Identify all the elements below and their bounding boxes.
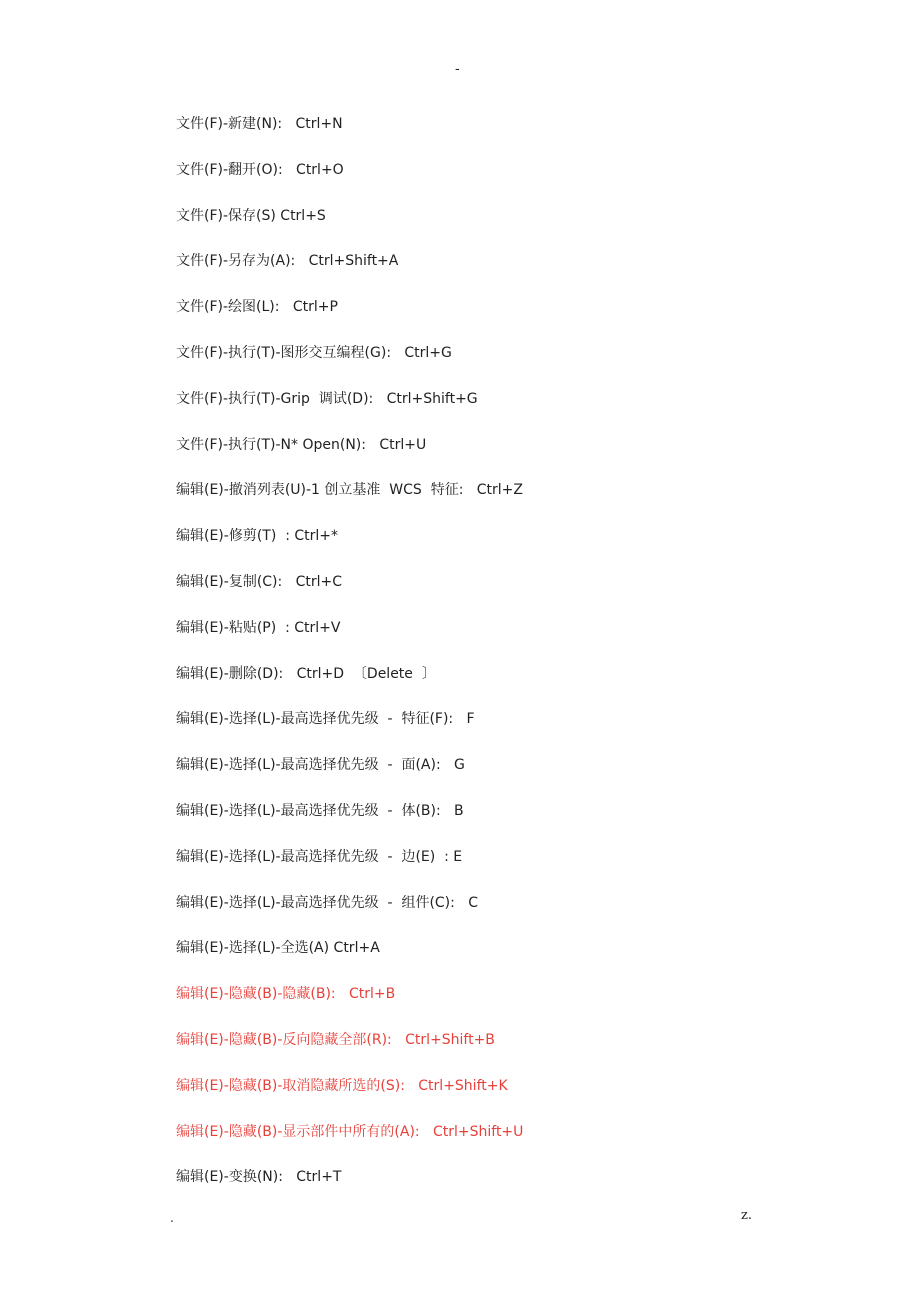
shortcut-item: 文件(F)-执行(T)-Grip 调试(D): Ctrl+Shift+G	[176, 390, 478, 407]
shortcut-item: 编辑(E)-粘贴(P) : Ctrl+V	[176, 619, 341, 636]
shortcut-item: 文件(F)-保存(S) Ctrl+S	[176, 207, 326, 224]
shortcut-item: 编辑(E)-选择(L)-最高选择优先级 - 体(B): B	[176, 802, 464, 819]
shortcut-item: 编辑(E)-复制(C): Ctrl+C	[176, 573, 343, 590]
footer-left-mark: .	[170, 1211, 174, 1225]
shortcut-item: 编辑(E)-隐藏(B)-反向隐藏全部(R): Ctrl+Shift+B	[176, 1031, 495, 1048]
shortcut-item: 编辑(E)-选择(L)-全选(A) Ctrl+A	[176, 940, 380, 957]
shortcut-list	[176, 113, 523, 1212]
shortcut-item: 编辑(E)-选择(L)-最高选择优先级 - 特征(F): F	[176, 711, 475, 728]
shortcut-item: 文件(F)-翻开(O): Ctrl+O	[176, 161, 344, 178]
shortcut-item: 文件(F)-另存为(A): Ctrl+Shift+A	[176, 253, 399, 270]
shortcut-item: 编辑(E)-隐藏(B)-隐藏(B): Ctrl+B	[176, 986, 396, 1003]
shortcut-item: 编辑(E)-撤消列表(U)-1 创立基准 WCS 特征: Ctrl+Z	[176, 482, 524, 499]
shortcut-item: 文件(F)-绘图(L): Ctrl+P	[176, 299, 338, 316]
shortcut-item: 编辑(E)-删除(D): Ctrl+D 〔Delete 〕	[176, 665, 436, 682]
footer-right-mark: z.	[741, 1208, 752, 1223]
shortcut-item: 编辑(E)-变换(N): Ctrl+T	[176, 1169, 342, 1186]
shortcut-item: 文件(F)-新建(N): Ctrl+N	[176, 116, 343, 132]
shortcut-item: 文件(F)-执行(T)-图形交互编程(G): Ctrl+G	[176, 344, 452, 361]
shortcut-item: 文件(F)-执行(T)-N* Open(N): Ctrl+U	[176, 436, 427, 453]
shortcut-item: 编辑(E)-隐藏(B)-取消隐藏所选的(S): Ctrl+Shift+K	[176, 1077, 508, 1094]
shortcut-item: 编辑(E)-选择(L)-最高选择优先级 - 组件(C): C	[176, 894, 478, 911]
shortcut-item: 编辑(E)-隐藏(B)-显示部件中所有的(A): Ctrl+Shift+U	[176, 1123, 524, 1140]
shortcut-item: 编辑(E)-选择(L)-最高选择优先级 - 面(A): G	[176, 757, 465, 774]
shortcut-item: 编辑(E)-选择(L)-最高选择优先级 - 边(E) : E	[176, 848, 463, 865]
shortcut-item: 编辑(E)-修剪(T) : Ctrl+*	[176, 528, 339, 545]
page-header-mark: -	[455, 62, 460, 77]
